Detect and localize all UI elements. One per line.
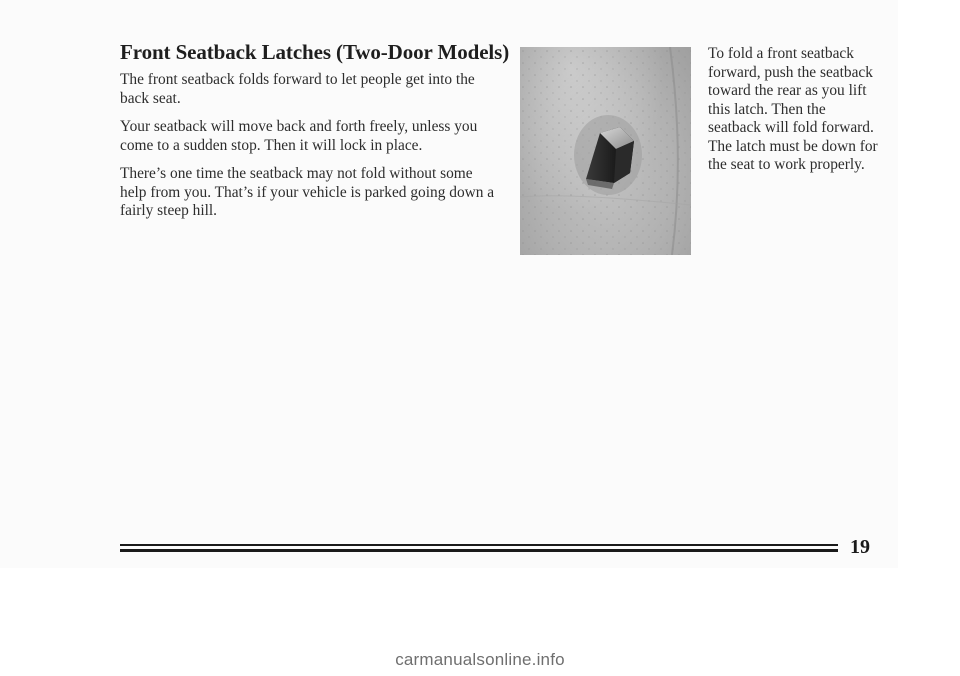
- seatback-latch-photo: [520, 47, 691, 255]
- paragraph-steep-hill: There’s one time the seatback may not fold without some help from you. That’s if your vehicle is parked going down a fairly steep hill.: [120, 165, 495, 219]
- site-watermark: carmanualsonline.info: [395, 650, 565, 669]
- paragraph-fold-forward: The front seatback folds forward to let people get into the back seat.: [120, 71, 475, 107]
- section-heading: Front Seatback Latches (Two-Door Models): [120, 40, 510, 64]
- body-text: [120, 71, 498, 231]
- page-number: 19: [850, 536, 870, 558]
- footer-rule-thin: [120, 544, 838, 546]
- paragraph-locking: Your seatback will move back and forth freely, unless you come to a sudden stop. Then it will lock in place.: [120, 118, 478, 154]
- seatback-latch-icon: [520, 47, 691, 255]
- footer-rule-thick: [120, 549, 838, 552]
- latch-instructions: To fold a front seatback forward, push the seatback toward the rear as you lift this latch. Then the seatback will fold forward. The latch must be down for the seat to work properly.: [708, 45, 878, 173]
